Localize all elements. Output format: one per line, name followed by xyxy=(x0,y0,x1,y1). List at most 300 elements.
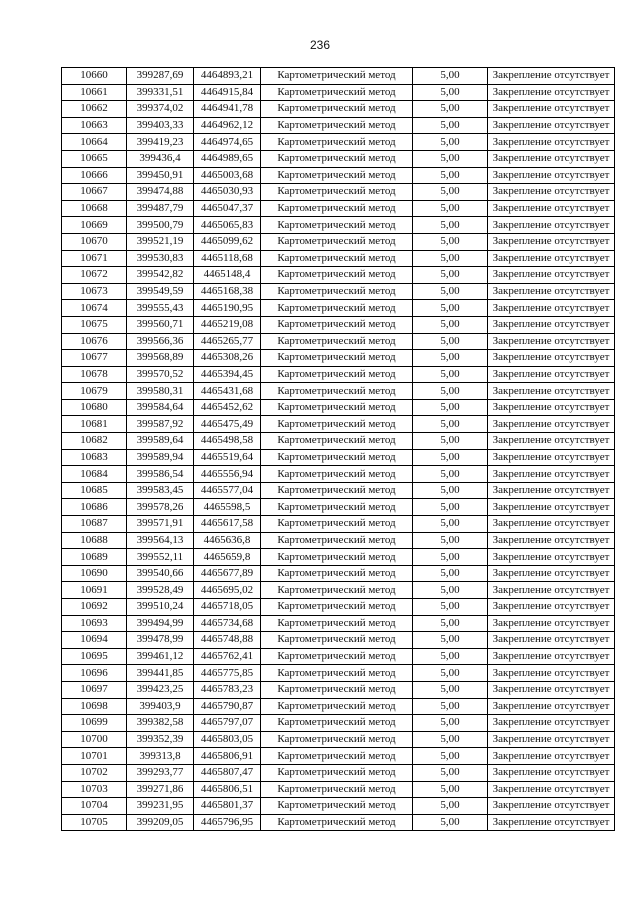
table-row xyxy=(62,433,615,450)
method-cell: Картометрический метод xyxy=(261,101,413,118)
accuracy-cell: 5,00 xyxy=(413,134,488,151)
fixation-cell: Закрепление отсутствует xyxy=(488,283,615,300)
accuracy-cell: 5,00 xyxy=(413,416,488,433)
y-coordinate-cell: 4465807,47 xyxy=(194,764,261,781)
accuracy-cell: 5,00 xyxy=(413,632,488,649)
x-coordinate-cell: 399419,23 xyxy=(127,134,194,151)
x-coordinate-cell: 399450,91 xyxy=(127,167,194,184)
accuracy-cell: 5,00 xyxy=(413,565,488,582)
table-row xyxy=(62,632,615,649)
method-cell: Картометрический метод xyxy=(261,499,413,516)
x-coordinate-cell: 399587,92 xyxy=(127,416,194,433)
fixation-cell: Закрепление отсутствует xyxy=(488,267,615,284)
accuracy-cell: 5,00 xyxy=(413,200,488,217)
method-cell: Картометрический метод xyxy=(261,599,413,616)
method-cell: Картометрический метод xyxy=(261,250,413,267)
point-number-cell: 10667 xyxy=(62,184,127,201)
method-cell: Картометрический метод xyxy=(261,416,413,433)
fixation-cell: Закрепление отсутствует xyxy=(488,698,615,715)
accuracy-cell: 5,00 xyxy=(413,300,488,317)
accuracy-cell: 5,00 xyxy=(413,217,488,234)
fixation-cell: Закрепление отсутствует xyxy=(488,648,615,665)
point-number-cell: 10693 xyxy=(62,615,127,632)
y-coordinate-cell: 4465796,95 xyxy=(194,814,261,831)
y-coordinate-cell: 4465265,77 xyxy=(194,333,261,350)
table-row xyxy=(62,200,615,217)
table-row xyxy=(62,316,615,333)
y-coordinate-cell: 4465790,87 xyxy=(194,698,261,715)
x-coordinate-cell: 399478,99 xyxy=(127,632,194,649)
y-coordinate-cell: 4465748,88 xyxy=(194,632,261,649)
method-cell: Картометрический метод xyxy=(261,134,413,151)
accuracy-cell: 5,00 xyxy=(413,748,488,765)
point-number-cell: 10681 xyxy=(62,416,127,433)
point-number-cell: 10661 xyxy=(62,84,127,101)
x-coordinate-cell: 399382,58 xyxy=(127,715,194,732)
accuracy-cell: 5,00 xyxy=(413,350,488,367)
point-number-cell: 10690 xyxy=(62,565,127,582)
method-cell: Картометрический метод xyxy=(261,184,413,201)
accuracy-cell: 5,00 xyxy=(413,466,488,483)
table-row xyxy=(62,250,615,267)
method-cell: Картометрический метод xyxy=(261,615,413,632)
point-number-cell: 10682 xyxy=(62,433,127,450)
x-coordinate-cell: 399586,54 xyxy=(127,466,194,483)
method-cell: Картометрический метод xyxy=(261,698,413,715)
y-coordinate-cell: 4465030,93 xyxy=(194,184,261,201)
fixation-cell: Закрепление отсутствует xyxy=(488,748,615,765)
x-coordinate-cell: 399403,9 xyxy=(127,698,194,715)
fixation-cell: Закрепление отсутствует xyxy=(488,366,615,383)
x-coordinate-cell: 399584,64 xyxy=(127,399,194,416)
x-coordinate-cell: 399352,39 xyxy=(127,731,194,748)
fixation-cell: Закрепление отсутствует xyxy=(488,681,615,698)
x-coordinate-cell: 399521,19 xyxy=(127,233,194,250)
table-row xyxy=(62,466,615,483)
x-coordinate-cell: 399549,59 xyxy=(127,283,194,300)
point-number-cell: 10689 xyxy=(62,549,127,566)
point-number-cell: 10692 xyxy=(62,599,127,616)
y-coordinate-cell: 4465718,05 xyxy=(194,599,261,616)
table-row xyxy=(62,748,615,765)
table-row xyxy=(62,233,615,250)
method-cell: Картометрический метод xyxy=(261,383,413,400)
method-cell: Картометрический метод xyxy=(261,516,413,533)
table-row xyxy=(62,731,615,748)
point-number-cell: 10675 xyxy=(62,316,127,333)
method-cell: Картометрический метод xyxy=(261,549,413,566)
method-cell: Картометрический метод xyxy=(261,582,413,599)
accuracy-cell: 5,00 xyxy=(413,68,488,85)
fixation-cell: Закрепление отсутствует xyxy=(488,416,615,433)
x-coordinate-cell: 399331,51 xyxy=(127,84,194,101)
fixation-cell: Закрепление отсутствует xyxy=(488,482,615,499)
table-row xyxy=(62,300,615,317)
point-number-cell: 10704 xyxy=(62,798,127,815)
y-coordinate-cell: 4465519,64 xyxy=(194,449,261,466)
table-row xyxy=(62,68,615,85)
fixation-cell: Закрепление отсутствует xyxy=(488,217,615,234)
point-number-cell: 10685 xyxy=(62,482,127,499)
method-cell: Картометрический метод xyxy=(261,333,413,350)
y-coordinate-cell: 4465695,02 xyxy=(194,582,261,599)
point-number-cell: 10660 xyxy=(62,68,127,85)
accuracy-cell: 5,00 xyxy=(413,150,488,167)
accuracy-cell: 5,00 xyxy=(413,449,488,466)
x-coordinate-cell: 399555,43 xyxy=(127,300,194,317)
accuracy-cell: 5,00 xyxy=(413,798,488,815)
y-coordinate-cell: 4465801,37 xyxy=(194,798,261,815)
table-row xyxy=(62,516,615,533)
point-number-cell: 10696 xyxy=(62,665,127,682)
accuracy-cell: 5,00 xyxy=(413,681,488,698)
method-cell: Картометрический метод xyxy=(261,532,413,549)
x-coordinate-cell: 399570,52 xyxy=(127,366,194,383)
method-cell: Картометрический метод xyxy=(261,433,413,450)
accuracy-cell: 5,00 xyxy=(413,615,488,632)
table-row xyxy=(62,84,615,101)
method-cell: Картометрический метод xyxy=(261,217,413,234)
y-coordinate-cell: 4465598,5 xyxy=(194,499,261,516)
y-coordinate-cell: 4465475,49 xyxy=(194,416,261,433)
method-cell: Картометрический метод xyxy=(261,482,413,499)
y-coordinate-cell: 4465775,85 xyxy=(194,665,261,682)
y-coordinate-cell: 4465577,04 xyxy=(194,482,261,499)
table-row xyxy=(62,499,615,516)
method-cell: Картометрический метод xyxy=(261,565,413,582)
table-row xyxy=(62,333,615,350)
table-row xyxy=(62,134,615,151)
accuracy-cell: 5,00 xyxy=(413,399,488,416)
fixation-cell: Закрепление отсутствует xyxy=(488,250,615,267)
point-number-cell: 10680 xyxy=(62,399,127,416)
x-coordinate-cell: 399474,88 xyxy=(127,184,194,201)
point-number-cell: 10702 xyxy=(62,764,127,781)
point-number-cell: 10684 xyxy=(62,466,127,483)
point-number-cell: 10674 xyxy=(62,300,127,317)
y-coordinate-cell: 4465148,4 xyxy=(194,267,261,284)
point-number-cell: 10677 xyxy=(62,350,127,367)
fixation-cell: Закрепление отсутствует xyxy=(488,84,615,101)
method-cell: Картометрический метод xyxy=(261,283,413,300)
x-coordinate-cell: 399403,33 xyxy=(127,117,194,134)
table-row xyxy=(62,449,615,466)
table-row xyxy=(62,565,615,582)
y-coordinate-cell: 4465556,94 xyxy=(194,466,261,483)
method-cell: Картометрический метод xyxy=(261,167,413,184)
accuracy-cell: 5,00 xyxy=(413,715,488,732)
table-row xyxy=(62,648,615,665)
point-number-cell: 10663 xyxy=(62,117,127,134)
fixation-cell: Закрепление отсутствует xyxy=(488,615,615,632)
x-coordinate-cell: 399589,64 xyxy=(127,433,194,450)
y-coordinate-cell: 4465003,68 xyxy=(194,167,261,184)
point-number-cell: 10683 xyxy=(62,449,127,466)
x-coordinate-cell: 399540,66 xyxy=(127,565,194,582)
x-coordinate-cell: 399560,71 xyxy=(127,316,194,333)
method-cell: Картометрический метод xyxy=(261,366,413,383)
table-row xyxy=(62,781,615,798)
accuracy-cell: 5,00 xyxy=(413,333,488,350)
point-number-cell: 10676 xyxy=(62,333,127,350)
method-cell: Картометрический метод xyxy=(261,814,413,831)
y-coordinate-cell: 4465190,95 xyxy=(194,300,261,317)
table-row xyxy=(62,681,615,698)
method-cell: Картометрический метод xyxy=(261,798,413,815)
fixation-cell: Закрепление отсутствует xyxy=(488,781,615,798)
fixation-cell: Закрепление отсутствует xyxy=(488,184,615,201)
table-row xyxy=(62,167,615,184)
coordinates-table xyxy=(61,67,615,831)
fixation-cell: Закрепление отсутствует xyxy=(488,134,615,151)
accuracy-cell: 5,00 xyxy=(413,117,488,134)
x-coordinate-cell: 399583,45 xyxy=(127,482,194,499)
fixation-cell: Закрепление отсутствует xyxy=(488,665,615,682)
table-row xyxy=(62,184,615,201)
method-cell: Картометрический метод xyxy=(261,399,413,416)
point-number-cell: 10662 xyxy=(62,101,127,118)
fixation-cell: Закрепление отсутствует xyxy=(488,516,615,533)
table-row xyxy=(62,482,615,499)
y-coordinate-cell: 4465659,8 xyxy=(194,549,261,566)
accuracy-cell: 5,00 xyxy=(413,250,488,267)
fixation-cell: Закрепление отсутствует xyxy=(488,101,615,118)
table-row xyxy=(62,698,615,715)
accuracy-cell: 5,00 xyxy=(413,499,488,516)
fixation-cell: Закрепление отсутствует xyxy=(488,399,615,416)
fixation-cell: Закрепление отсутствует xyxy=(488,582,615,599)
y-coordinate-cell: 4465636,8 xyxy=(194,532,261,549)
table-row xyxy=(62,117,615,134)
method-cell: Картометрический метод xyxy=(261,233,413,250)
fixation-cell: Закрепление отсутствует xyxy=(488,449,615,466)
accuracy-cell: 5,00 xyxy=(413,283,488,300)
table-row xyxy=(62,217,615,234)
method-cell: Картометрический метод xyxy=(261,781,413,798)
y-coordinate-cell: 4465219,08 xyxy=(194,316,261,333)
point-number-cell: 10697 xyxy=(62,681,127,698)
table-row xyxy=(62,532,615,549)
y-coordinate-cell: 4465498,58 xyxy=(194,433,261,450)
accuracy-cell: 5,00 xyxy=(413,383,488,400)
y-coordinate-cell: 4464974,65 xyxy=(194,134,261,151)
point-number-cell: 10671 xyxy=(62,250,127,267)
point-number-cell: 10665 xyxy=(62,150,127,167)
x-coordinate-cell: 399271,86 xyxy=(127,781,194,798)
method-cell: Картометрический метод xyxy=(261,300,413,317)
point-number-cell: 10670 xyxy=(62,233,127,250)
table-row xyxy=(62,366,615,383)
accuracy-cell: 5,00 xyxy=(413,84,488,101)
x-coordinate-cell: 399287,69 xyxy=(127,68,194,85)
method-cell: Картометрический метод xyxy=(261,84,413,101)
table-row xyxy=(62,150,615,167)
point-number-cell: 10679 xyxy=(62,383,127,400)
x-coordinate-cell: 399494,99 xyxy=(127,615,194,632)
point-number-cell: 10695 xyxy=(62,648,127,665)
coordinates-table-body xyxy=(62,68,615,831)
x-coordinate-cell: 399423,25 xyxy=(127,681,194,698)
accuracy-cell: 5,00 xyxy=(413,101,488,118)
table-row xyxy=(62,798,615,815)
fixation-cell: Закрепление отсутствует xyxy=(488,383,615,400)
method-cell: Картометрический метод xyxy=(261,350,413,367)
method-cell: Картометрический метод xyxy=(261,731,413,748)
y-coordinate-cell: 4465617,58 xyxy=(194,516,261,533)
fixation-cell: Закрепление отсутствует xyxy=(488,233,615,250)
y-coordinate-cell: 4465047,37 xyxy=(194,200,261,217)
x-coordinate-cell: 399293,77 xyxy=(127,764,194,781)
fixation-cell: Закрепление отсутствует xyxy=(488,68,615,85)
accuracy-cell: 5,00 xyxy=(413,167,488,184)
fixation-cell: Закрепление отсутствует xyxy=(488,798,615,815)
method-cell: Картометрический метод xyxy=(261,665,413,682)
table-row xyxy=(62,615,615,632)
accuracy-cell: 5,00 xyxy=(413,316,488,333)
fixation-cell: Закрепление отсутствует xyxy=(488,814,615,831)
table-row xyxy=(62,549,615,566)
point-number-cell: 10691 xyxy=(62,582,127,599)
method-cell: Картометрический метод xyxy=(261,632,413,649)
method-cell: Картометрический метод xyxy=(261,200,413,217)
y-coordinate-cell: 4464893,21 xyxy=(194,68,261,85)
x-coordinate-cell: 399580,31 xyxy=(127,383,194,400)
y-coordinate-cell: 4465168,38 xyxy=(194,283,261,300)
fixation-cell: Закрепление отсутствует xyxy=(488,499,615,516)
accuracy-cell: 5,00 xyxy=(413,433,488,450)
point-number-cell: 10672 xyxy=(62,267,127,284)
table-row xyxy=(62,665,615,682)
point-number-cell: 10688 xyxy=(62,532,127,549)
fixation-cell: Закрепление отсутствует xyxy=(488,117,615,134)
accuracy-cell: 5,00 xyxy=(413,814,488,831)
y-coordinate-cell: 4465452,62 xyxy=(194,399,261,416)
method-cell: Картометрический метод xyxy=(261,316,413,333)
fixation-cell: Закрепление отсутствует xyxy=(488,565,615,582)
fixation-cell: Закрепление отсутствует xyxy=(488,466,615,483)
y-coordinate-cell: 4464989,65 xyxy=(194,150,261,167)
point-number-cell: 10668 xyxy=(62,200,127,217)
point-number-cell: 10698 xyxy=(62,698,127,715)
method-cell: Картометрический метод xyxy=(261,267,413,284)
fixation-cell: Закрепление отсутствует xyxy=(488,300,615,317)
fixation-cell: Закрепление отсутствует xyxy=(488,200,615,217)
x-coordinate-cell: 399568,89 xyxy=(127,350,194,367)
point-number-cell: 10703 xyxy=(62,781,127,798)
accuracy-cell: 5,00 xyxy=(413,482,488,499)
fixation-cell: Закрепление отсутствует xyxy=(488,333,615,350)
table-row xyxy=(62,715,615,732)
y-coordinate-cell: 4465308,26 xyxy=(194,350,261,367)
table-row xyxy=(62,764,615,781)
fixation-cell: Закрепление отсутствует xyxy=(488,150,615,167)
table-row xyxy=(62,101,615,118)
x-coordinate-cell: 399231,95 xyxy=(127,798,194,815)
accuracy-cell: 5,00 xyxy=(413,267,488,284)
method-cell: Картометрический метод xyxy=(261,449,413,466)
accuracy-cell: 5,00 xyxy=(413,781,488,798)
point-number-cell: 10700 xyxy=(62,731,127,748)
method-cell: Картометрический метод xyxy=(261,117,413,134)
x-coordinate-cell: 399313,8 xyxy=(127,748,194,765)
x-coordinate-cell: 399487,79 xyxy=(127,200,194,217)
point-number-cell: 10701 xyxy=(62,748,127,765)
x-coordinate-cell: 399436,4 xyxy=(127,150,194,167)
fixation-cell: Закрепление отсутствует xyxy=(488,167,615,184)
accuracy-cell: 5,00 xyxy=(413,582,488,599)
x-coordinate-cell: 399500,79 xyxy=(127,217,194,234)
y-coordinate-cell: 4465806,51 xyxy=(194,781,261,798)
y-coordinate-cell: 4465677,89 xyxy=(194,565,261,582)
x-coordinate-cell: 399441,85 xyxy=(127,665,194,682)
method-cell: Картометрический метод xyxy=(261,150,413,167)
accuracy-cell: 5,00 xyxy=(413,599,488,616)
method-cell: Картометрический метод xyxy=(261,68,413,85)
x-coordinate-cell: 399461,12 xyxy=(127,648,194,665)
point-number-cell: 10664 xyxy=(62,134,127,151)
accuracy-cell: 5,00 xyxy=(413,648,488,665)
x-coordinate-cell: 399578,26 xyxy=(127,499,194,516)
fixation-cell: Закрепление отсутствует xyxy=(488,764,615,781)
point-number-cell: 10686 xyxy=(62,499,127,516)
y-coordinate-cell: 4465099,62 xyxy=(194,233,261,250)
y-coordinate-cell: 4465806,91 xyxy=(194,748,261,765)
accuracy-cell: 5,00 xyxy=(413,764,488,781)
method-cell: Картометрический метод xyxy=(261,748,413,765)
table-row xyxy=(62,582,615,599)
x-coordinate-cell: 399528,49 xyxy=(127,582,194,599)
fixation-cell: Закрепление отсутствует xyxy=(488,599,615,616)
point-number-cell: 10687 xyxy=(62,516,127,533)
point-number-cell: 10673 xyxy=(62,283,127,300)
fixation-cell: Закрепление отсутствует xyxy=(488,549,615,566)
x-coordinate-cell: 399566,36 xyxy=(127,333,194,350)
table-row xyxy=(62,350,615,367)
fixation-cell: Закрепление отсутствует xyxy=(488,350,615,367)
fixation-cell: Закрепление отсутствует xyxy=(488,632,615,649)
y-coordinate-cell: 4465394,45 xyxy=(194,366,261,383)
y-coordinate-cell: 4464915,84 xyxy=(194,84,261,101)
x-coordinate-cell: 399571,91 xyxy=(127,516,194,533)
table-row xyxy=(62,283,615,300)
point-number-cell: 10666 xyxy=(62,167,127,184)
accuracy-cell: 5,00 xyxy=(413,532,488,549)
x-coordinate-cell: 399530,83 xyxy=(127,250,194,267)
fixation-cell: Закрепление отсутствует xyxy=(488,532,615,549)
accuracy-cell: 5,00 xyxy=(413,184,488,201)
table-row xyxy=(62,267,615,284)
y-coordinate-cell: 4465118,68 xyxy=(194,250,261,267)
fixation-cell: Закрепление отсутствует xyxy=(488,731,615,748)
y-coordinate-cell: 4465783,23 xyxy=(194,681,261,698)
accuracy-cell: 5,00 xyxy=(413,516,488,533)
x-coordinate-cell: 399589,94 xyxy=(127,449,194,466)
x-coordinate-cell: 399209,05 xyxy=(127,814,194,831)
x-coordinate-cell: 399542,82 xyxy=(127,267,194,284)
method-cell: Картометрический метод xyxy=(261,466,413,483)
point-number-cell: 10669 xyxy=(62,217,127,234)
y-coordinate-cell: 4465431,68 xyxy=(194,383,261,400)
accuracy-cell: 5,00 xyxy=(413,366,488,383)
method-cell: Картометрический метод xyxy=(261,681,413,698)
fixation-cell: Закрепление отсутствует xyxy=(488,433,615,450)
y-coordinate-cell: 4465762,41 xyxy=(194,648,261,665)
accuracy-cell: 5,00 xyxy=(413,549,488,566)
fixation-cell: Закрепление отсутствует xyxy=(488,316,615,333)
y-coordinate-cell: 4465065,83 xyxy=(194,217,261,234)
table-row xyxy=(62,383,615,400)
point-number-cell: 10705 xyxy=(62,814,127,831)
